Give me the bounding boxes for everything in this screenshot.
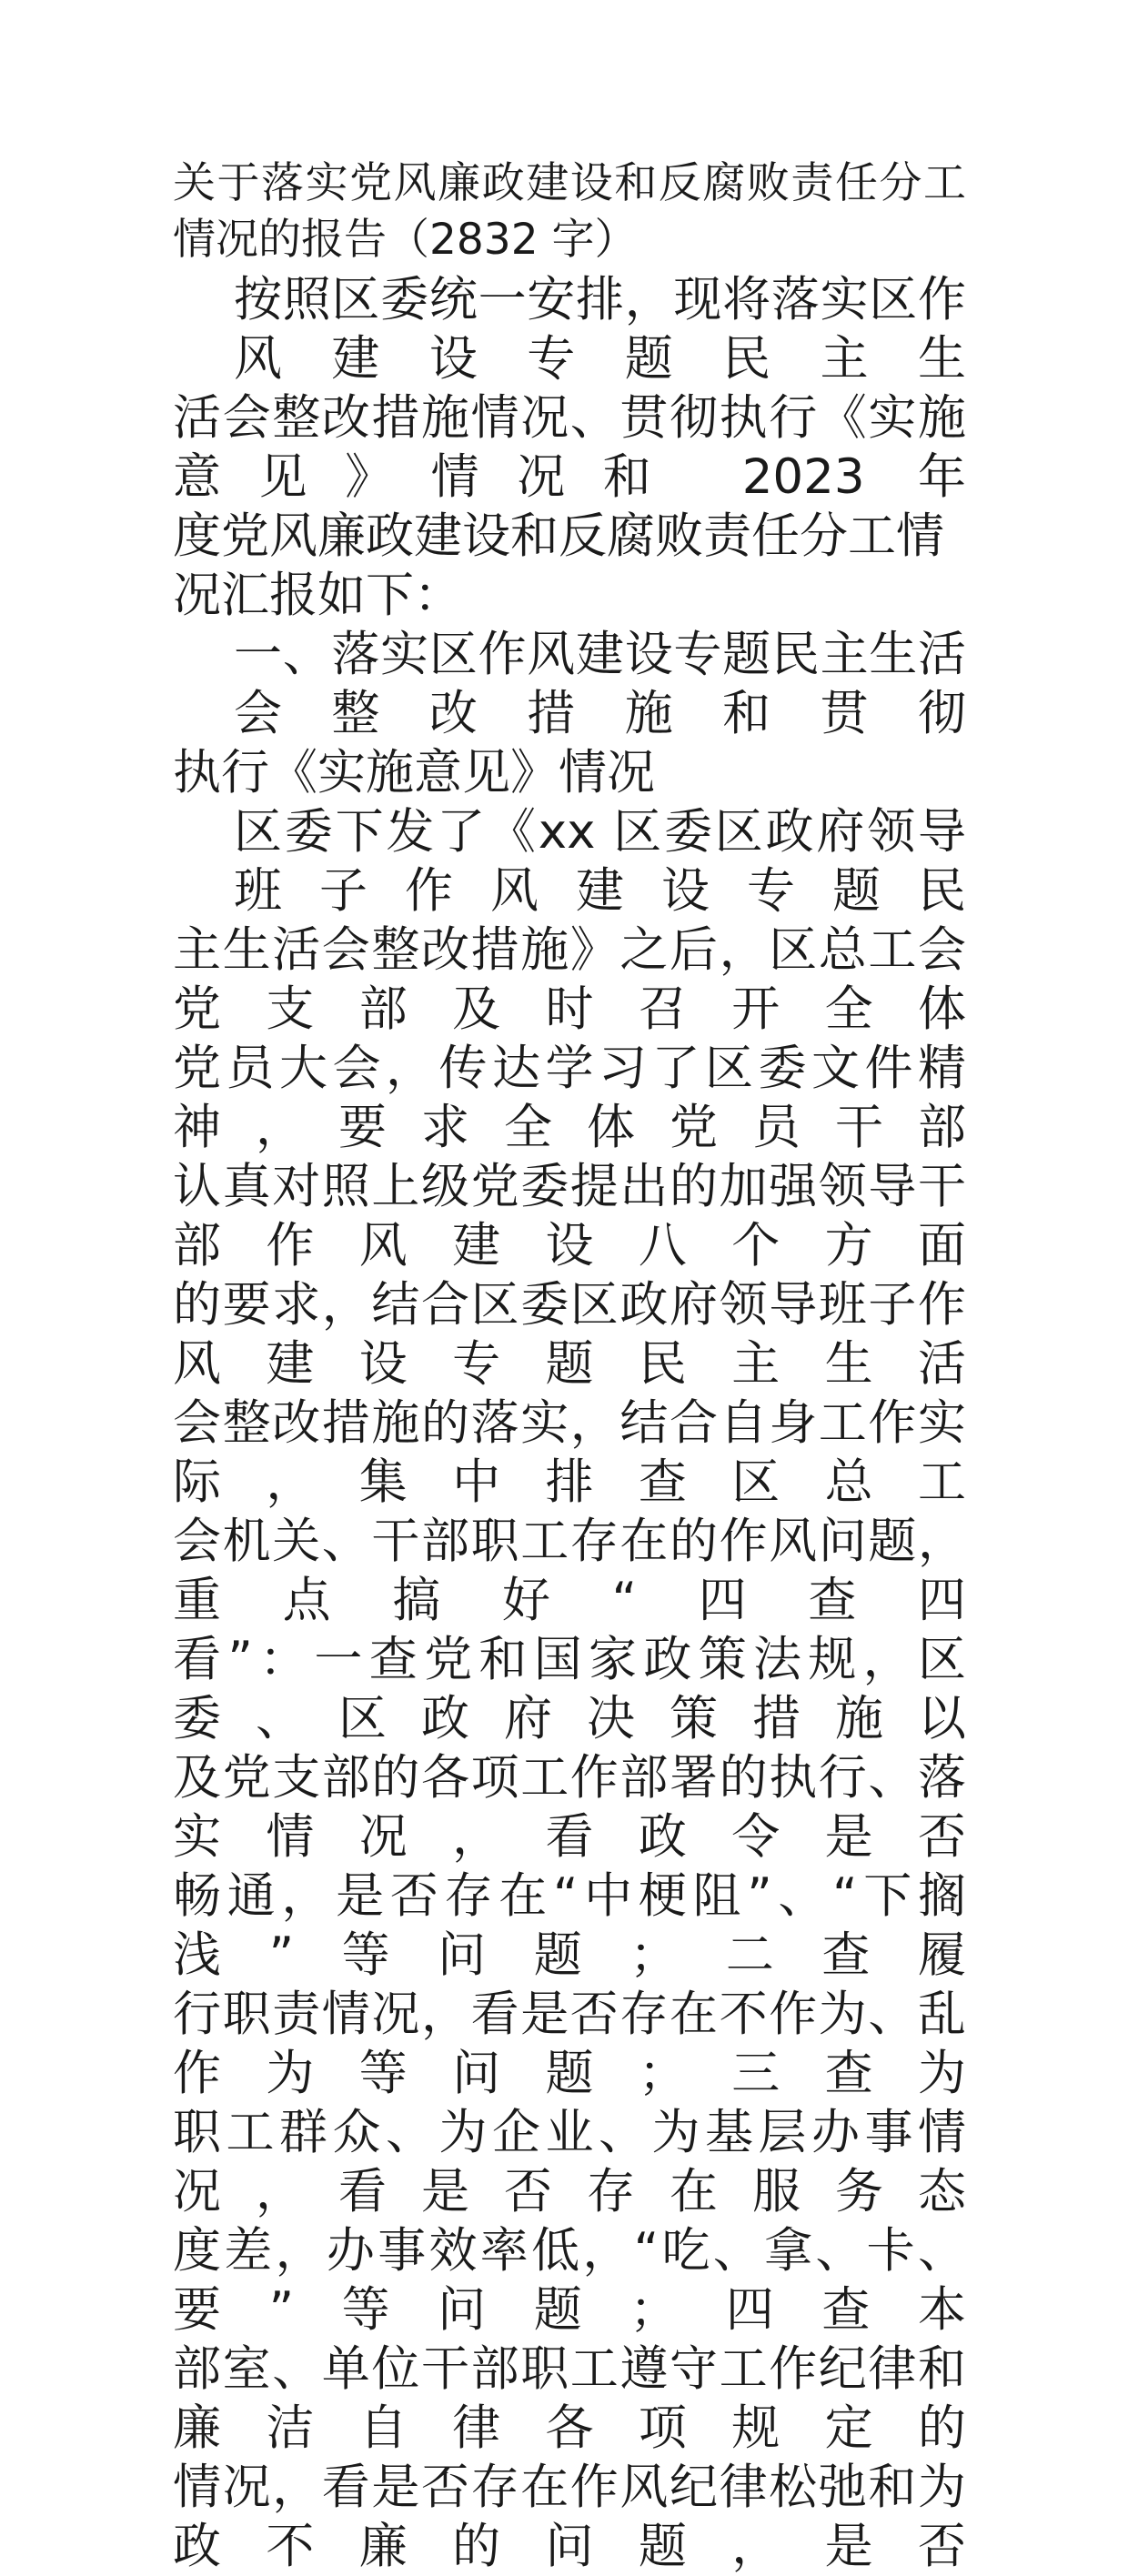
text-line: 按照区委统一安排，现将落实区作风建设专题民主生 xyxy=(234,272,966,387)
text-line: 党员大会，传达学习了区委文件精神，要求全体党员干部 xyxy=(173,1041,966,1155)
section-heading-1 xyxy=(173,625,966,802)
text-line: 度差，办事效率低，“吃、拿、卡、要”等问题；四查本 xyxy=(173,2223,966,2338)
text-line: 行职责情况，看是否存在不作为、乱作为等问题；三查为 xyxy=(173,1987,966,2101)
text-line: 度党风廉政建设和反腐败责任分工情况汇报如下： xyxy=(173,508,944,623)
text-line: 及党支部的各项工作部署的执行、落实情况，看政令是否 xyxy=(173,1750,966,1865)
text-line: 畅通，是否存在“中梗阻”、“下搁浅”等问题；二查履 xyxy=(173,1868,966,1983)
text-line: 情况，看是否存在作风纪律松弛和为政不廉的问题，是否 xyxy=(173,2460,966,2574)
paragraph-intro xyxy=(173,270,966,625)
text-line: 一、落实区作风建设专题民主生活会整改措施和贯彻 xyxy=(234,627,966,741)
document-body xyxy=(173,270,966,2576)
text-line: 会机关、干部职工存在的作风问题，重点搞好“四查四 xyxy=(173,1514,966,1628)
document-title xyxy=(173,156,966,268)
text-line: 看”：一查党和国家政策法规，区委、区政府决策措施以 xyxy=(173,1632,966,1746)
text-line: 会整改措施的落实，结合自身工作实际，集中排查区总工 xyxy=(173,1395,966,1510)
text-line: 部室、单位干部职工遵守工作纪律和廉洁自律各项规定的 xyxy=(173,2341,966,2456)
text-line: 职工群众、为企业、为基层办事情况，看是否存在服务态 xyxy=(173,2105,966,2219)
text-line: 认真对照上级党委提出的加强领导干部作风建设八个方面 xyxy=(173,1159,966,1273)
title-line: 情况的报告（2832 字） xyxy=(173,215,638,265)
paragraph-section-1 xyxy=(173,802,966,2576)
text-line: 主生活会整改措施》之后，区总工会党支部及时召开全体 xyxy=(173,922,966,1037)
text-line: 的要求，结合区委区政府领导班子作风建设专题民主生活 xyxy=(173,1277,966,1392)
title-line: 关于落实党风廉政建设和反腐败责任分工 xyxy=(173,158,966,208)
text-line: 执行《实施意见》情况 xyxy=(173,745,655,800)
document-page xyxy=(173,156,966,2576)
text-line: 活会整改措施情况、贯彻执行《实施意见》情况和 2023 年 xyxy=(173,390,966,505)
text-line: 区委下发了《xx 区委区政府领导班子作风建设专题民 xyxy=(234,804,966,919)
